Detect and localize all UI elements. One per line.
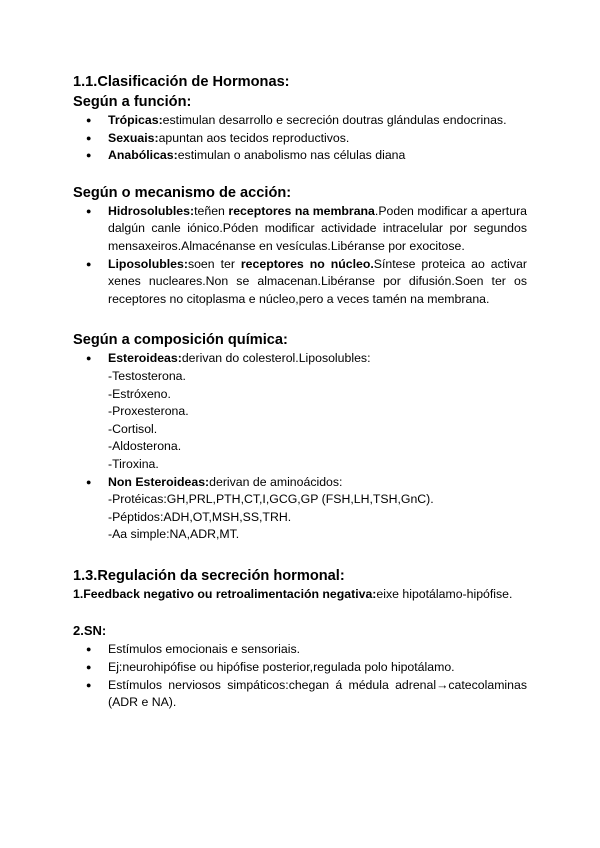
term-text: Síntese proteica ao activar xenes nucleares.Non se almacenan.Libéranse por difusión.Soen ter os receptores no citoplasma e núcleo,pero a veces tamén na membrana. — [108, 256, 527, 306]
term-emphasis: receptores na membrana — [228, 203, 375, 218]
section-title-regulacion: 1.3.Regulación da secreción hormonal: — [73, 567, 345, 584]
feedback-paragraph — [73, 586, 527, 604]
term-label: 1.Feedback negativo ou retroalimentación negativa: — [73, 586, 377, 601]
list-item — [73, 130, 527, 148]
term-text: soen ter — [187, 256, 241, 271]
section-title-clasificacion: 1.1.Clasificación de Hormonas: — [73, 74, 290, 90]
sub-item: -Tiroxina. — [108, 456, 159, 471]
term-label: Sexuais: — [108, 130, 159, 145]
list-item: ● Ej:neurohipófise ou hipófise posterior,regulada polo hipotálamo. — [73, 659, 527, 677]
term-label: Hidrosolubles: — [108, 203, 195, 218]
document-content — [73, 72, 527, 712]
term-label: Liposolubles: — [108, 256, 188, 271]
list-item: ● Estímulos nerviosos simpáticos:chegan á médula adrenal→catecolaminas (ADR e NA). — [73, 677, 527, 712]
list-item — [73, 256, 527, 309]
sub-item: -Aldosterona. — [108, 439, 182, 454]
list-item — [73, 112, 527, 130]
term-text: teñen — [194, 203, 229, 218]
list-item — [73, 350, 527, 473]
term-text: derivan do colesterol.Liposolubles: — [181, 351, 371, 366]
list-item — [73, 474, 527, 544]
heading-sn: 2.SN: — [73, 623, 107, 639]
sub-item: -Péptidos:ADH,OT,MSH,SS,TRH. — [108, 509, 292, 524]
sub-item: -Aa simple:NA,ADR,MT. — [108, 527, 240, 542]
term-label: Esteroideas: — [108, 351, 182, 366]
list-mecanismo — [73, 203, 527, 309]
list-item — [73, 203, 527, 256]
sub-item: -Testosterona. — [108, 368, 186, 383]
list-funcion — [73, 112, 527, 165]
term-text: estimulan o anabolismo nas células diana — [177, 148, 406, 163]
heading-segun-mecanismo: Según o mecanismo de acción: — [73, 184, 292, 201]
sub-item: -Estróxeno. — [108, 386, 171, 401]
list-sn — [73, 641, 527, 711]
list-item — [73, 147, 527, 165]
term-text: estimulan desarrollo e secreción doutras glándulas endocrinas. — [162, 113, 507, 127]
term-text: .Poden modificar a apertura dalgún canle iónico.Póden modificar actividade intracelular por segundos mensaxeiros.Almacénanse en vesículas.Libéranse por exocitose. — [108, 203, 527, 253]
term-text: derivan de aminoácidos: — [209, 474, 343, 489]
term-label: Non Esteroideas: — [108, 474, 210, 489]
term-label: Trópicas: — [108, 113, 163, 127]
term-text: apuntan aos tecidos reproductivos. — [158, 130, 350, 145]
term-emphasis: receptores no núcleo. — [240, 256, 374, 271]
heading-segun-composicion: Según a composición química: — [73, 332, 288, 349]
list-item: ● Estímulos emocionais e sensoriais. — [73, 641, 527, 659]
list-composicion — [73, 350, 527, 544]
sub-item: -Protéicas:GH,PRL,PTH,CT,I,GCG,GP (FSH,LH,TSH,GnC). — [108, 492, 434, 507]
sub-item: -Proxesterona. — [108, 404, 189, 419]
term-label: Anabólicas: — [108, 148, 178, 163]
heading-segun-funcion: Según a función: — [73, 94, 192, 110]
sub-item: -Cortisol. — [108, 421, 158, 436]
term-text: eixe hipotálamo-hipófise. — [376, 586, 513, 601]
